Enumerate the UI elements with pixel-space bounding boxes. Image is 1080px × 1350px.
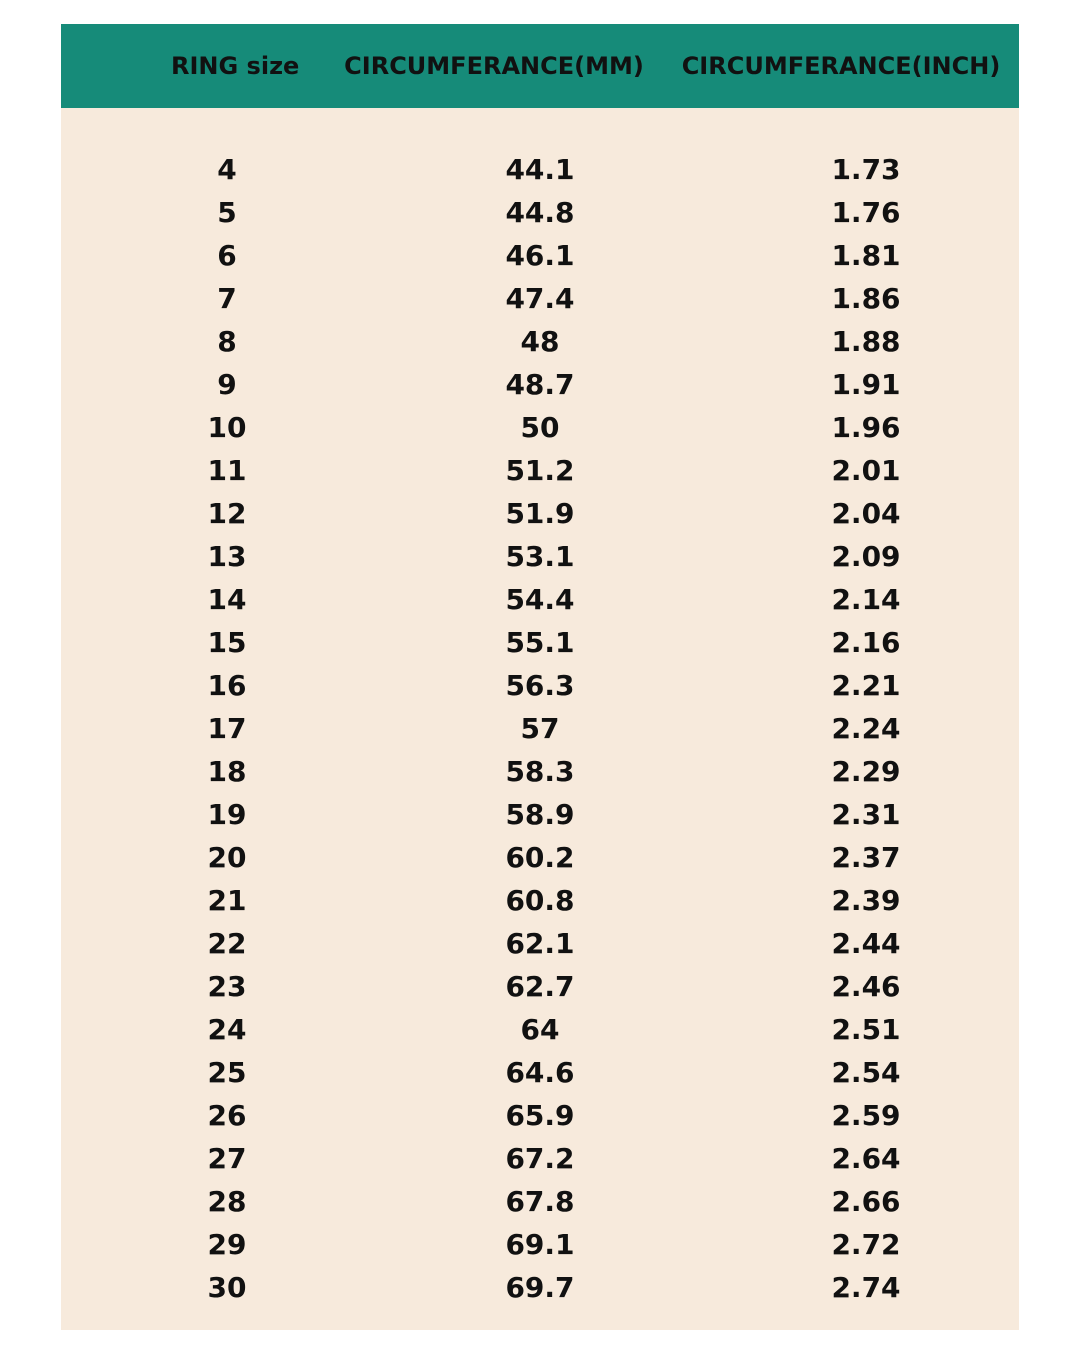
ring-size-cell: 11 — [207, 454, 247, 487]
circumference-mm-cell: 62.1 — [505, 927, 575, 960]
ring-size-cell: 16 — [207, 669, 247, 702]
table-row — [61, 879, 1019, 922]
circumference-inch-cell: 2.51 — [831, 1013, 901, 1046]
circumference-inch-cell: 2.14 — [831, 583, 901, 616]
ring-size-cell: 7 — [217, 282, 237, 315]
table-row — [61, 277, 1019, 320]
circumference-inch-cell: 2.24 — [831, 712, 901, 745]
circumference-mm-cell: 54.4 — [505, 583, 575, 616]
circumference-inch-cell: 2.01 — [831, 454, 901, 487]
table-row — [61, 406, 1019, 449]
circumference-mm-cell: 55.1 — [505, 626, 575, 659]
circumference-inch-cell: 2.16 — [831, 626, 901, 659]
circumference-mm-cell: 64.6 — [505, 1056, 575, 1089]
ring-size-cell: 15 — [207, 626, 247, 659]
ring-size-cell: 13 — [207, 540, 247, 573]
table-row — [61, 492, 1019, 535]
circumference-inch-cell: 2.09 — [831, 540, 901, 573]
table-row — [61, 234, 1019, 277]
header-circumference-inch: CIRCUMFERANCE(INCH) — [681, 52, 1001, 80]
circumference-mm-cell: 57 — [520, 712, 560, 745]
ring-size-cell: 6 — [217, 239, 237, 272]
circumference-inch-cell: 2.21 — [831, 669, 901, 702]
circumference-inch-cell: 1.76 — [831, 196, 901, 229]
circumference-inch-cell: 1.88 — [831, 325, 901, 358]
circumference-mm-cell: 62.7 — [505, 970, 575, 1003]
circumference-mm-cell: 47.4 — [505, 282, 575, 315]
circumference-inch-cell: 1.91 — [831, 368, 901, 401]
circumference-mm-cell: 50 — [520, 411, 560, 444]
circumference-mm-cell: 56.3 — [505, 669, 575, 702]
table-row — [61, 1137, 1019, 1180]
table-body — [61, 148, 1019, 1309]
circumference-inch-cell: 2.66 — [831, 1185, 901, 1218]
circumference-mm-cell: 51.2 — [505, 454, 575, 487]
circumference-mm-cell: 48.7 — [505, 368, 575, 401]
circumference-mm-cell: 53.1 — [505, 540, 575, 573]
ring-size-cell: 10 — [207, 411, 247, 444]
ring-size-cell: 4 — [217, 153, 237, 186]
table-row — [61, 664, 1019, 707]
ring-size-cell: 26 — [207, 1099, 247, 1132]
table-row — [61, 707, 1019, 750]
ring-size-cell: 5 — [217, 196, 237, 229]
ring-size-cell: 22 — [207, 927, 247, 960]
circumference-mm-cell: 58.9 — [505, 798, 575, 831]
ring-size-cell: 30 — [207, 1271, 247, 1304]
circumference-mm-cell: 44.8 — [505, 196, 575, 229]
ring-size-cell: 18 — [207, 755, 247, 788]
circumference-mm-cell: 64 — [520, 1013, 560, 1046]
circumference-inch-cell: 1.73 — [831, 153, 901, 186]
ring-size-cell: 24 — [207, 1013, 247, 1046]
circumference-inch-cell: 2.37 — [831, 841, 901, 874]
table-row — [61, 1180, 1019, 1223]
circumference-inch-cell: 2.54 — [831, 1056, 901, 1089]
ring-size-cell: 25 — [207, 1056, 247, 1089]
circumference-inch-cell: 2.04 — [831, 497, 901, 530]
circumference-inch-cell: 1.81 — [831, 239, 901, 272]
ring-size-cell: 28 — [207, 1185, 247, 1218]
table-row — [61, 363, 1019, 406]
circumference-inch-cell: 2.29 — [831, 755, 901, 788]
circumference-inch-cell: 2.59 — [831, 1099, 901, 1132]
circumference-mm-cell: 69.1 — [505, 1228, 575, 1261]
header-ring-size: RING size — [171, 52, 300, 80]
ring-size-cell: 19 — [207, 798, 247, 831]
table-row — [61, 148, 1019, 191]
ring-size-table — [61, 24, 1019, 1330]
table-row — [61, 793, 1019, 836]
circumference-mm-cell: 67.8 — [505, 1185, 575, 1218]
circumference-mm-cell: 69.7 — [505, 1271, 575, 1304]
circumference-mm-cell: 60.2 — [505, 841, 575, 874]
circumference-inch-cell: 1.96 — [831, 411, 901, 444]
ring-size-cell: 12 — [207, 497, 247, 530]
circumference-inch-cell: 2.46 — [831, 970, 901, 1003]
circumference-mm-cell: 48 — [520, 325, 560, 358]
circumference-mm-cell: 67.2 — [505, 1142, 575, 1175]
header-circumference-mm: CIRCUMFERANCE(MM) — [344, 52, 644, 80]
ring-size-cell: 8 — [217, 325, 237, 358]
table-row — [61, 750, 1019, 793]
table-row — [61, 1094, 1019, 1137]
table-row — [61, 191, 1019, 234]
ring-size-cell: 21 — [207, 884, 247, 917]
circumference-inch-cell: 1.86 — [831, 282, 901, 315]
ring-size-cell: 23 — [207, 970, 247, 1003]
table-row — [61, 965, 1019, 1008]
circumference-mm-cell: 44.1 — [505, 153, 575, 186]
circumference-mm-cell: 51.9 — [505, 497, 575, 530]
table-row — [61, 578, 1019, 621]
ring-size-cell: 14 — [207, 583, 247, 616]
circumference-mm-cell: 65.9 — [505, 1099, 575, 1132]
ring-size-cell: 20 — [207, 841, 247, 874]
circumference-inch-cell: 2.39 — [831, 884, 901, 917]
table-row — [61, 1223, 1019, 1266]
circumference-inch-cell: 2.31 — [831, 798, 901, 831]
table-row — [61, 621, 1019, 664]
table-row — [61, 535, 1019, 578]
circumference-inch-cell: 2.64 — [831, 1142, 901, 1175]
table-row — [61, 1008, 1019, 1051]
ring-size-cell: 29 — [207, 1228, 247, 1261]
table-row — [61, 922, 1019, 965]
circumference-inch-cell: 2.44 — [831, 927, 901, 960]
ring-size-cell: 27 — [207, 1142, 247, 1175]
table-header — [61, 24, 1019, 108]
ring-size-cell: 9 — [217, 368, 237, 401]
circumference-inch-cell: 2.74 — [831, 1271, 901, 1304]
circumference-mm-cell: 58.3 — [505, 755, 575, 788]
circumference-inch-cell: 2.72 — [831, 1228, 901, 1261]
table-row — [61, 449, 1019, 492]
ring-size-cell: 17 — [207, 712, 247, 745]
table-row — [61, 1051, 1019, 1094]
table-row — [61, 320, 1019, 363]
circumference-mm-cell: 46.1 — [505, 239, 575, 272]
table-row — [61, 836, 1019, 879]
circumference-mm-cell: 60.8 — [505, 884, 575, 917]
table-row — [61, 1266, 1019, 1309]
